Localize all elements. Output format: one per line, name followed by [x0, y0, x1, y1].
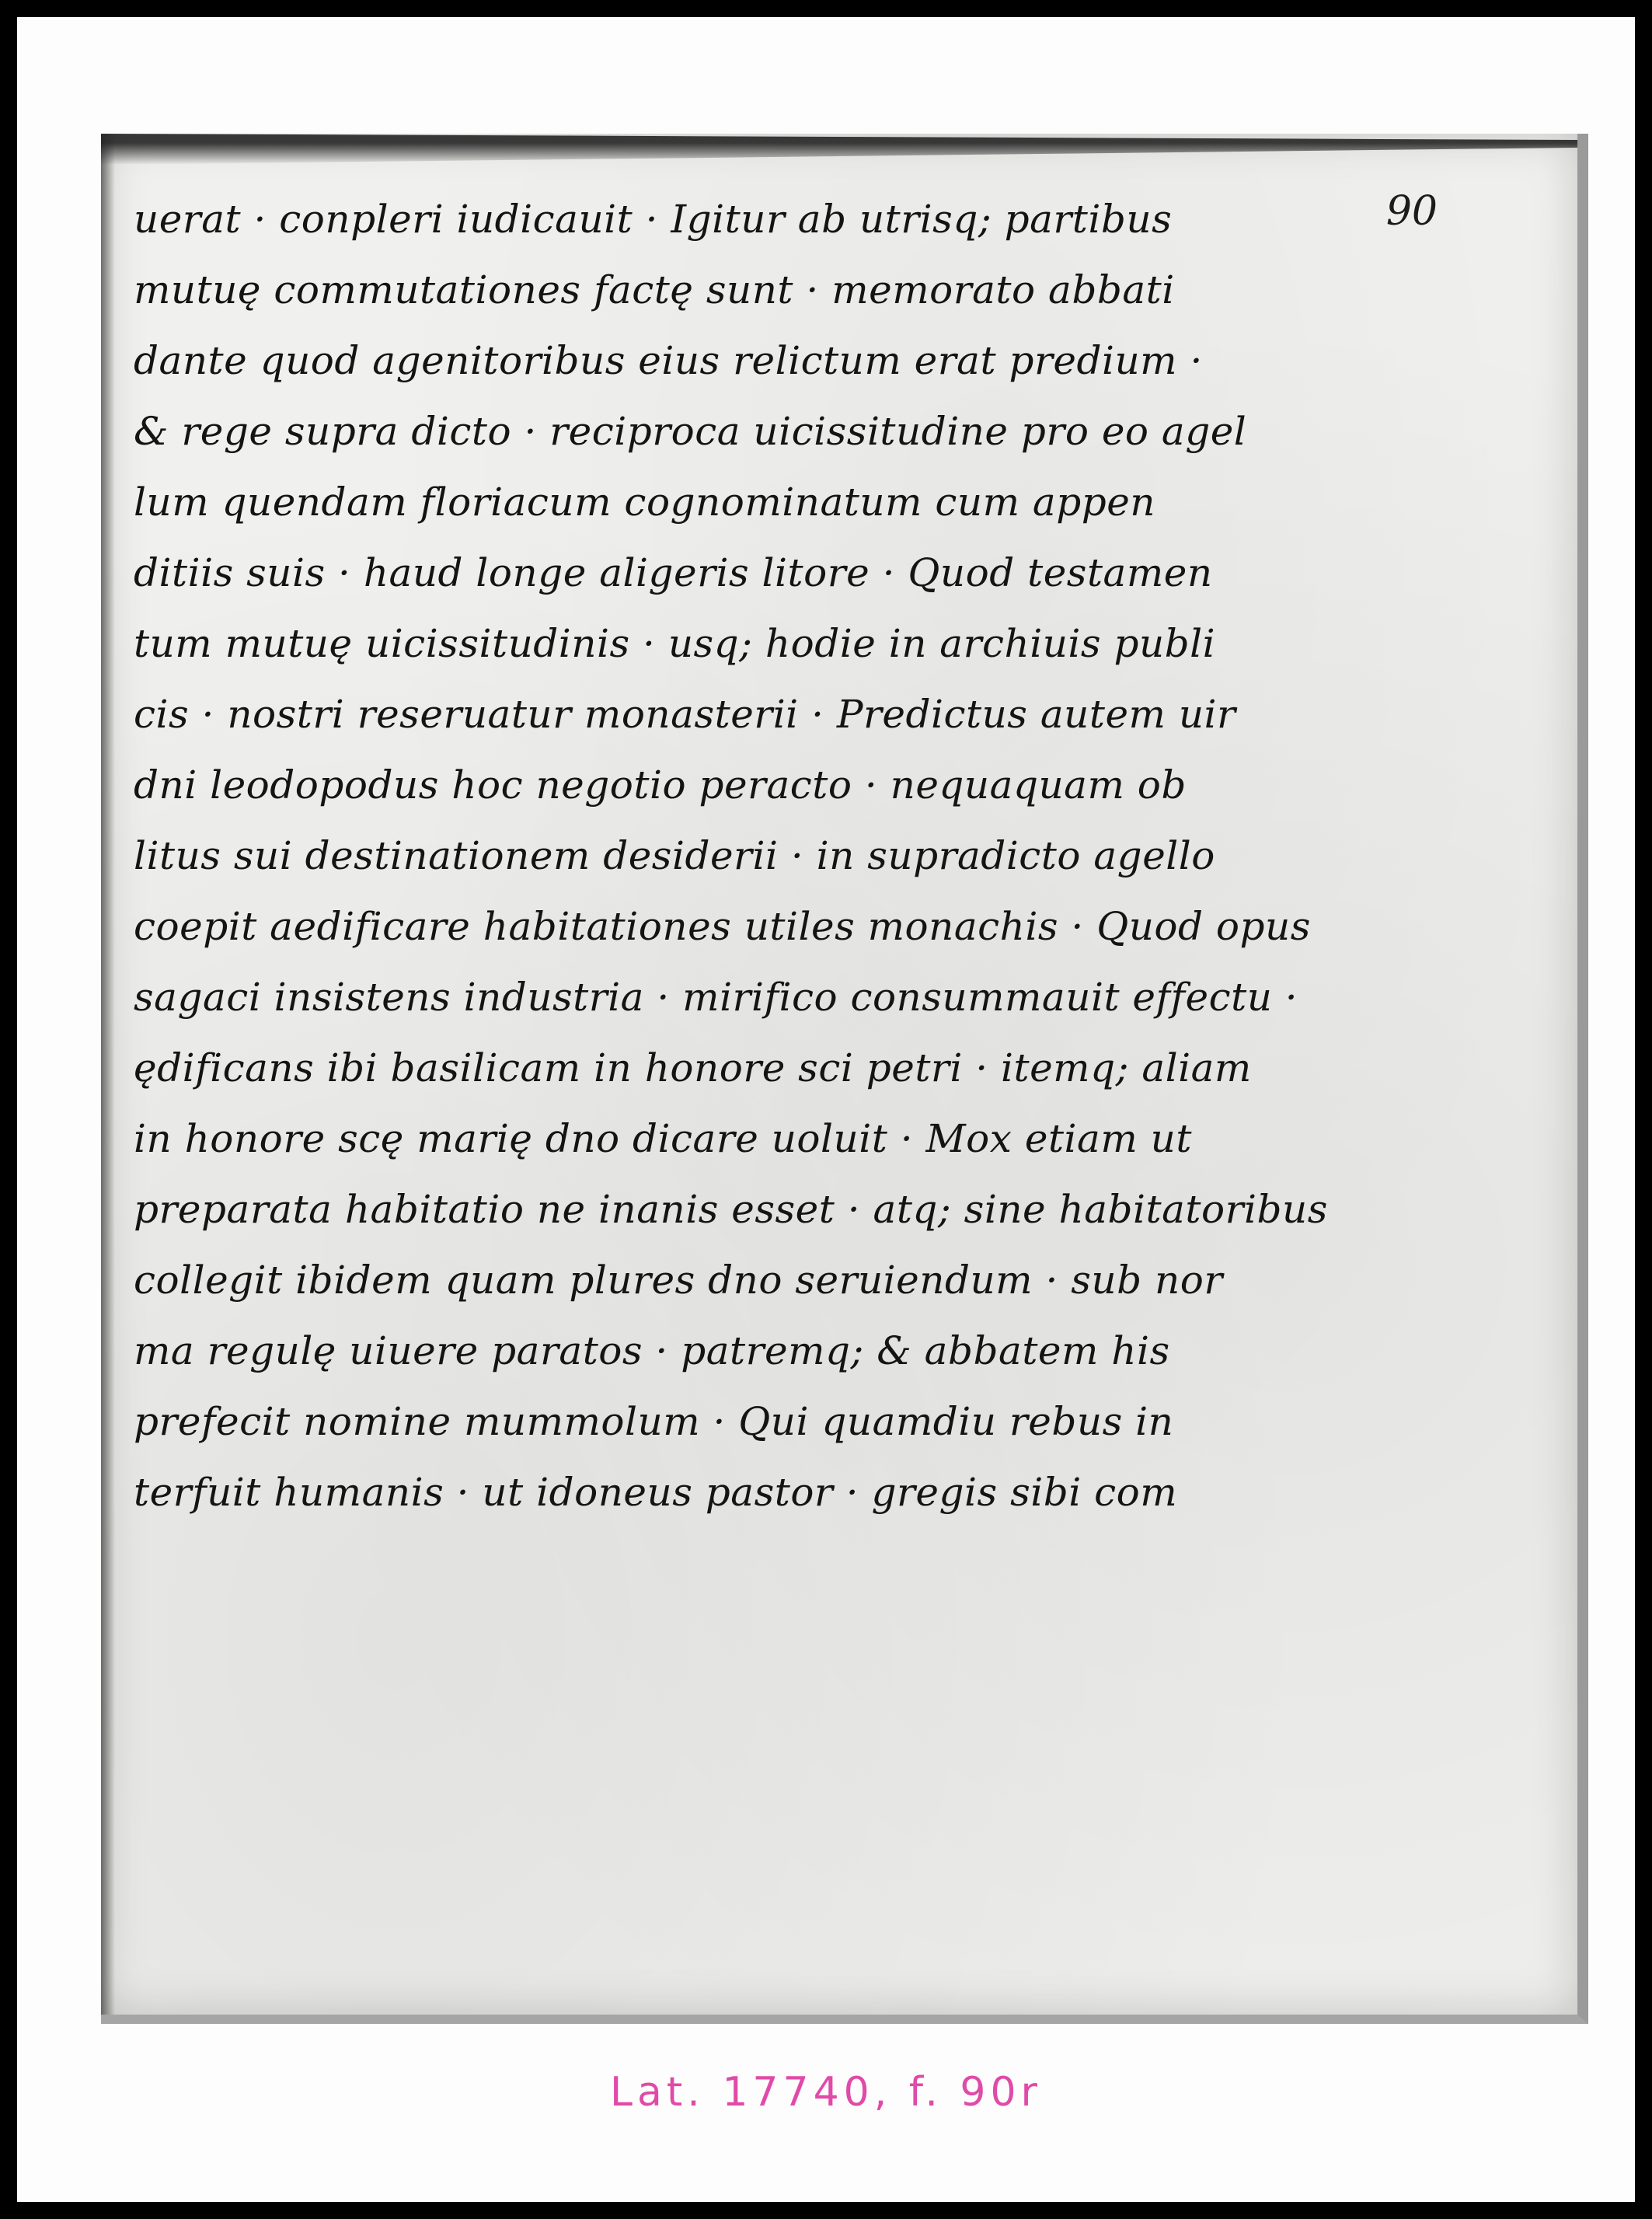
manuscript-line: lum quendam floriacum cognominatum cum appen	[134, 480, 1155, 525]
library-shelfmark-stamp: Lat. 17740, f. 90r	[610, 2069, 1042, 2116]
manuscript-line: collegit ibidem quam plures dno seruiendum · sub nor	[134, 1258, 1223, 1303]
manuscript-line: uerat · conpleri iudicauit · Igitur ab utrisq; partibus	[134, 197, 1173, 242]
manuscript-line: mutuę commutationes factę sunt · memorato abbati	[134, 267, 1175, 312]
photo-frame	[17, 17, 1635, 2202]
manuscript-text	[134, 184, 1392, 1528]
manuscript-line: litus sui destinationem desiderii · in supradicto agello	[134, 833, 1215, 878]
manuscript-line: dni leodopodus hoc negotio peracto · nequaquam ob	[134, 762, 1187, 808]
manuscript-line: cis · nostri reseruatur monasterii · Predictus autem uir	[134, 692, 1236, 737]
manuscript-line: terfuit humanis · ut idoneus pastor · gregis sibi com	[134, 1470, 1178, 1515]
manuscript-line: ma regulę uiuere paratos · patremq; & abbatem his	[134, 1328, 1170, 1373]
manuscript-line: ędificans ibi basilicam in honore sci petri · itemq; aliam	[134, 1045, 1252, 1090]
folio-top-edge	[101, 134, 1577, 165]
manuscript-line: coepit aedificare habitationes utiles monachis · Quod opus	[134, 904, 1311, 949]
manuscript-line: & rege supra dicto · reciproca uicissitudine pro eo agel	[134, 409, 1247, 454]
manuscript-line: sagaci insistens industria · mirifico consummauit effectu ·	[134, 975, 1298, 1020]
manuscript-line: in honore scę marię dno dicare uoluit · Mox etiam ut	[134, 1116, 1192, 1161]
manuscript-line: tum mutuę uicissitudinis · usq; hodie in archiuis publi	[134, 621, 1216, 666]
folio-number: 90	[1385, 188, 1438, 235]
manuscript-line: ditiis suis · haud longe aligeris litore · Quod testamen	[134, 550, 1213, 595]
manuscript-line: prefecit nomine mummolum · Qui quamdiu rebus in	[134, 1399, 1174, 1444]
folio-left-edge	[101, 134, 115, 2015]
manuscript-line: dante quod agenitoribus eius relictum erat predium ·	[134, 338, 1203, 383]
manuscript-line: preparata habitatio ne inanis esset · atq; sine habitatoribus	[134, 1187, 1328, 1232]
